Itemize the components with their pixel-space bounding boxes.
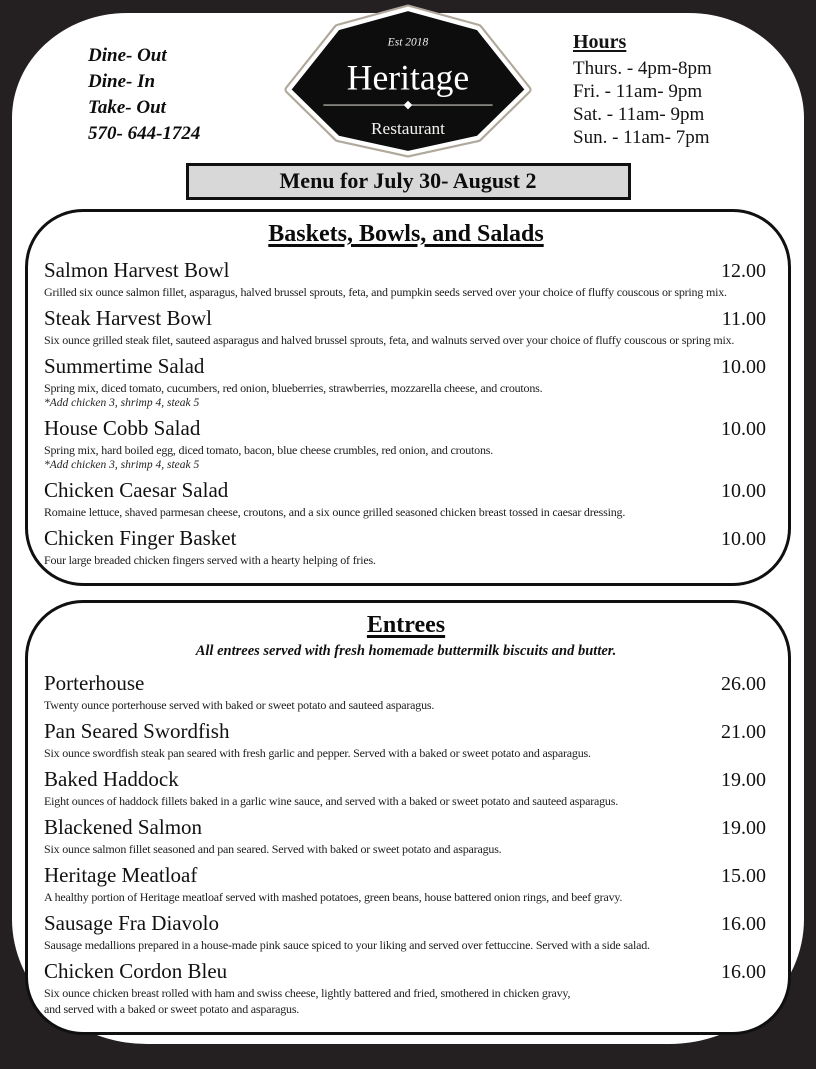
item-price: 16.00 <box>721 913 766 935</box>
logo-badge-icon <box>283 4 533 158</box>
item-price: 15.00 <box>721 865 766 887</box>
item-descriptions <box>44 841 768 857</box>
item-description: A healthy portion of Heritage meatloaf served with mashed potatoes, green beans, house battered onion rings, and beef gravy. <box>44 890 623 904</box>
item-descriptions <box>44 442 768 458</box>
hours-line: Sun. - 11am- 7pm <box>573 127 710 148</box>
restaurant-logo <box>283 4 533 158</box>
section-title: Baskets, Bowls, and Salads <box>268 221 544 247</box>
menu-item <box>44 415 768 472</box>
item-description: Sausage medallions prepared in a house-made pink sauce spiced to your liking and served over fettuccine. Served with a side salad. <box>44 938 650 952</box>
menu-item <box>44 305 768 348</box>
contact-block <box>88 43 200 147</box>
item-price: 10.00 <box>721 528 766 550</box>
item-name: House Cobb Salad <box>44 416 201 440</box>
item-row <box>44 814 768 841</box>
logo-subtitle-text: Restaurant <box>371 118 445 138</box>
item-name: Sausage Fra Diavolo <box>44 911 219 935</box>
menu-item <box>44 477 768 520</box>
item-descriptions <box>44 793 768 809</box>
contact-line: Dine- In <box>88 71 156 92</box>
item-name: Pan Seared Swordfish <box>44 719 230 743</box>
item-row <box>44 353 768 380</box>
item-name: Steak Harvest Bowl <box>44 306 212 330</box>
item-price: 26.00 <box>721 673 766 695</box>
item-price: 12.00 <box>721 260 766 282</box>
item-name: Heritage Meatloaf <box>44 863 198 887</box>
item-price: 10.00 <box>721 480 766 502</box>
item-price: 19.00 <box>721 769 766 791</box>
item-descriptions <box>44 985 768 1017</box>
item-price: 10.00 <box>721 356 766 378</box>
menu-item <box>44 670 768 713</box>
item-row <box>44 305 768 332</box>
item-description: Romaine lettuce, shaved parmesan cheese, croutons, and a six ounce grilled seasoned chicken breast tossed in caesar dressing. <box>44 505 626 519</box>
item-price: 21.00 <box>721 721 766 743</box>
item-row <box>44 958 768 985</box>
item-descriptions <box>44 504 768 520</box>
menu-sections <box>12 209 804 1035</box>
item-description: Six ounce chicken breast rolled with ham and swiss cheese, lightly battered and fried, smothered in chicken gravy, <box>44 986 571 1000</box>
logo-name-text: Heritage <box>346 57 470 98</box>
hours-title: Hours <box>573 31 627 53</box>
item-price: 11.00 <box>721 308 766 330</box>
item-description: Six ounce grilled steak filet, sauteed asparagus and halved brussel sprouts, feta, and walnuts served over your choice of fluffy couscous or spring mix. <box>44 333 735 347</box>
item-row <box>44 415 768 442</box>
item-row <box>44 718 768 745</box>
item-description: Spring mix, diced tomato, cucumbers, red onion, blueberries, strawberries, mozzarella cheese, and croutons. <box>44 381 543 395</box>
menu-item <box>44 257 768 300</box>
menu-item <box>44 910 768 953</box>
item-name: Chicken Finger Basket <box>44 526 237 550</box>
item-name: Summertime Salad <box>44 354 205 378</box>
item-price: 19.00 <box>721 817 766 839</box>
section-items <box>44 670 768 1017</box>
item-row <box>44 525 768 552</box>
item-name: Blackened Salmon <box>44 815 203 839</box>
menu-item <box>44 525 768 568</box>
item-row <box>44 910 768 937</box>
hours-line: Sat. - 11am- 9pm <box>573 104 705 125</box>
menu-page <box>12 13 804 1044</box>
menu-item <box>44 718 768 761</box>
item-add-on-note: *Add chicken 3, shrimp 4, steak 5 <box>44 397 200 409</box>
item-description: Grilled six ounce salmon fillet, asparagus, halved brussel sprouts, feta, and pumpkin seeds served over your choice of fluffy couscous or spring mix. <box>44 285 727 299</box>
item-description: Six ounce salmon fillet seasoned and pan seared. Served with baked or sweet potato and asparagus. <box>44 842 502 856</box>
item-price: 16.00 <box>721 961 766 983</box>
contact-line: Take- Out <box>88 97 166 118</box>
menu-item <box>44 862 768 905</box>
item-descriptions <box>44 889 768 905</box>
item-description: Four large breaded chicken fingers served with a hearty helping of fries. <box>44 553 376 567</box>
contact-line: 570- 644-1724 <box>88 123 201 144</box>
item-row <box>44 257 768 284</box>
menu-item <box>44 958 768 1017</box>
item-price: 10.00 <box>721 418 766 440</box>
item-descriptions <box>44 697 768 713</box>
item-row <box>44 766 768 793</box>
logo-est-text: Est 2018 <box>387 36 429 49</box>
menu-item <box>44 766 768 809</box>
item-description: and served with a baked or sweet potato and asparagus. <box>44 1002 300 1016</box>
item-row <box>44 862 768 889</box>
item-description: Eight ounces of haddock fillets baked in a garlic wine sauce, and served with a baked or sweet potato and sauteed asparagus. <box>44 794 618 808</box>
section-subtitle: All entrees served with fresh homemade buttermilk biscuits and butter. <box>195 643 617 659</box>
item-descriptions <box>44 745 768 761</box>
item-descriptions <box>44 380 768 396</box>
item-row <box>44 670 768 697</box>
item-name: Salmon Harvest Bowl <box>44 258 230 282</box>
contact-line: Dine- Out <box>88 45 167 66</box>
section-title: Entrees <box>366 612 446 638</box>
menu-item <box>44 814 768 857</box>
item-name: Chicken Cordon Bleu <box>44 959 228 983</box>
item-name: Porterhouse <box>44 671 145 695</box>
item-descriptions <box>44 552 768 568</box>
menu-item <box>44 353 768 410</box>
item-name: Baked Haddock <box>44 767 179 791</box>
item-row <box>44 477 768 504</box>
menu-section <box>25 600 791 1035</box>
hours-line: Thurs. - 4pm-8pm <box>573 58 712 79</box>
item-description: Twenty ounce porterhouse served with baked or sweet potato and sauteed asparagus. <box>44 698 435 712</box>
item-name: Chicken Caesar Salad <box>44 478 229 502</box>
item-descriptions <box>44 332 768 348</box>
page-header <box>12 13 804 163</box>
hours-block <box>573 31 712 149</box>
menu-date-banner: Menu for July 30- August 2 <box>186 163 631 200</box>
section-items <box>44 257 768 568</box>
item-description: Six ounce swordfish steak pan seared with fresh garlic and pepper. Served with a baked or sweet potato and asparagus. <box>44 746 591 760</box>
hours-lines <box>573 57 712 149</box>
item-descriptions <box>44 284 768 300</box>
item-add-on-note: *Add chicken 3, shrimp 4, steak 5 <box>44 459 200 471</box>
item-description: Spring mix, hard boiled egg, diced tomato, bacon, blue cheese crumbles, red onion, and croutons. <box>44 443 494 457</box>
menu-section <box>25 209 791 586</box>
item-descriptions <box>44 937 768 953</box>
hours-line: Fri. - 11am- 9pm <box>573 81 703 102</box>
